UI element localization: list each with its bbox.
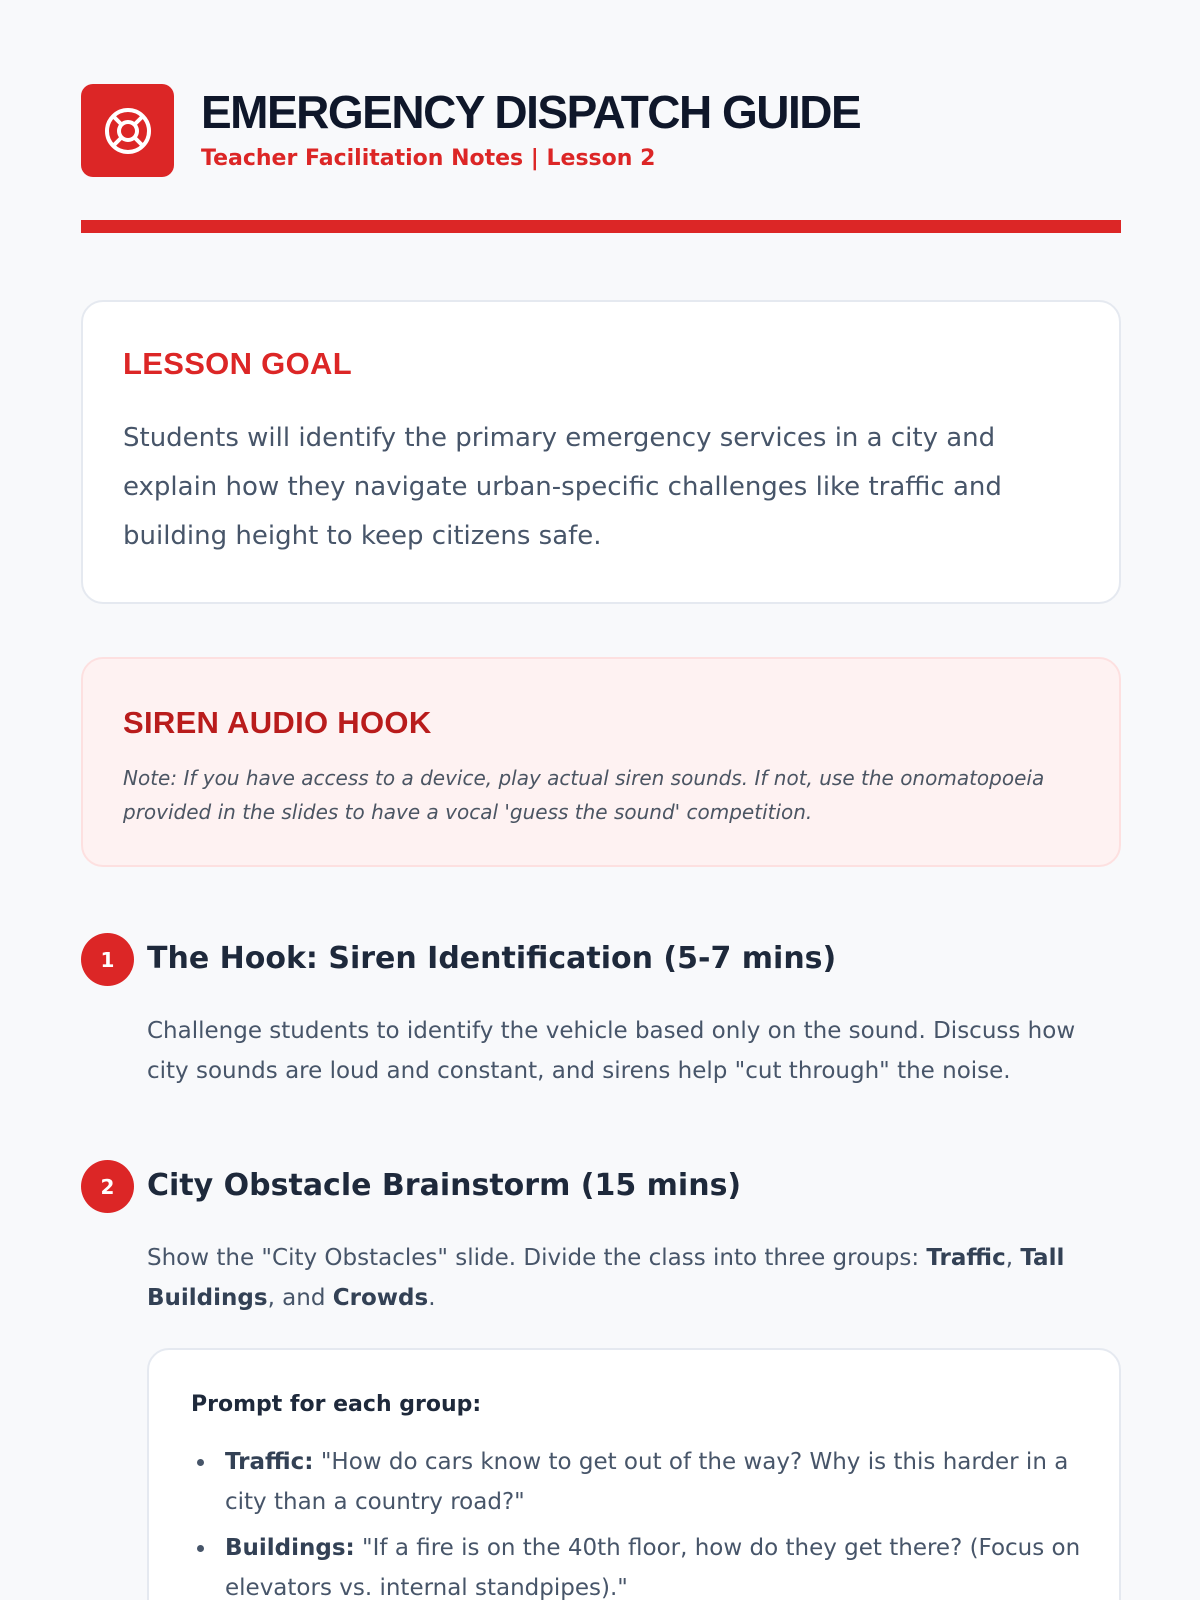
life-ring-icon	[102, 105, 154, 157]
separator: , and	[267, 1285, 333, 1311]
separator: ,	[1005, 1245, 1021, 1271]
prompt-card	[147, 1348, 1121, 1600]
lesson-goal-card	[81, 300, 1121, 604]
step-title: The Hook: Siren Identification (5-7 mins)	[147, 941, 837, 976]
group-tall-buildings: Tall Buildings	[147, 1245, 1065, 1311]
step-description: Challenge students to identify the vehicle based only on the sound. Discuss how city sounds are loud and constant, and sirens help "cut through" the noise.	[147, 1018, 1076, 1084]
prompt-term: Traffic:	[225, 1449, 314, 1475]
step-number-badge: 1	[81, 933, 134, 986]
list-item	[191, 1528, 1091, 1600]
siren-hook-card	[81, 657, 1121, 867]
prompt-text: "How do cars know to get out of the way? Why is this harder in a city than a country road?"	[225, 1449, 1069, 1515]
group-traffic: Traffic	[926, 1245, 1006, 1271]
lesson-goal-text: Students will identify the primary emergency services in a city and explain how they navigate urban-specific challenges like traffic and building height to keep citizens safe.	[123, 423, 1002, 551]
logo	[81, 84, 174, 177]
step-number-badge: 2	[81, 1160, 134, 1213]
siren-hook-note: Note: If you have access to a device, play actual siren sounds. If not, use the onomatopoeia provided in the slides to have a vocal 'guess the sound' competition.	[123, 766, 1045, 824]
header	[81, 84, 1121, 178]
prompt-list	[191, 1442, 1091, 1600]
step-description-start: Show the "City Obstacles" slide. Divide the class into three groups:	[147, 1245, 927, 1271]
step-description	[147, 1238, 1121, 1318]
step-description-end: .	[428, 1285, 436, 1311]
siren-hook-heading: SIREN AUDIO HOOK	[123, 705, 432, 740]
lesson-goal-heading: LESSON GOAL	[123, 346, 352, 381]
prompt-term: Buildings:	[225, 1535, 355, 1561]
list-item	[191, 1442, 1091, 1522]
prompt-text: "If a fire is on the 40th floor, how do they get there? (Focus on elevators vs. internal standpipes)."	[225, 1535, 1081, 1600]
page-subtitle: Teacher Facilitation Notes | Lesson 2	[201, 146, 656, 171]
page-title: EMERGENCY DISPATCH GUIDE	[201, 86, 861, 138]
header-divider	[81, 220, 1121, 233]
prompt-label: Prompt for each group:	[191, 1392, 482, 1417]
group-crowds: Crowds	[332, 1285, 429, 1311]
step-title: City Obstacle Brainstorm (15 mins)	[147, 1168, 742, 1203]
